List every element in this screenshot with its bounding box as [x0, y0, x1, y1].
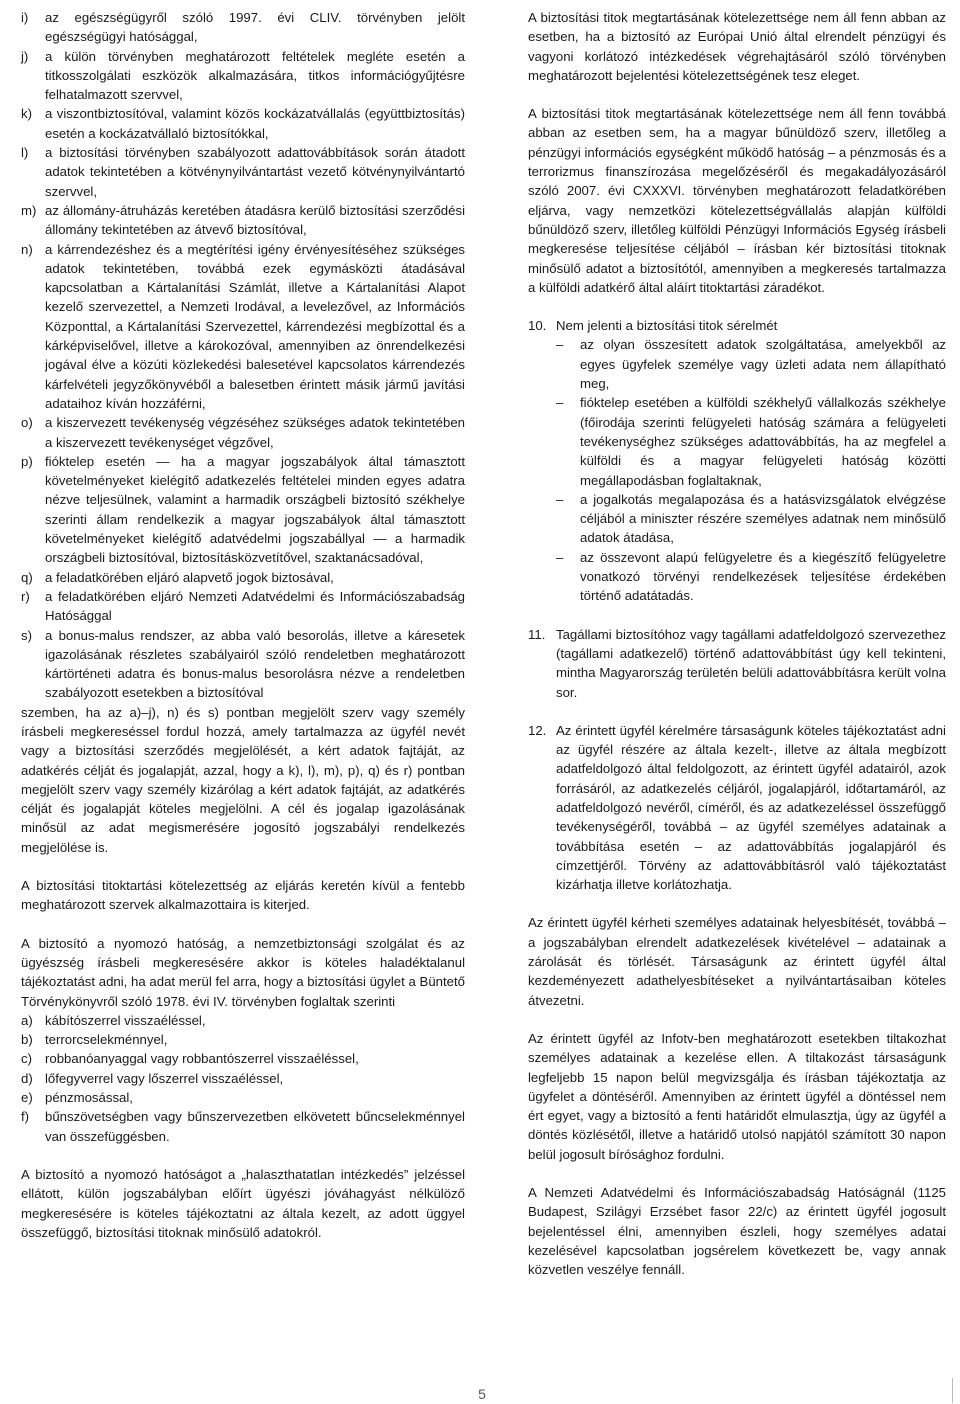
item-lead: Nem jelenti a biztosítási titok sérelmét [556, 318, 778, 334]
list-item-text: a biztosítási törvényben szabályozott adattovábbítások során átadott adatok tekintetében a kötvénynyilvántartást vezető kötvénynyilvántartó szervvel, [45, 145, 465, 199]
list-item-text: lőfegyverrel vagy lőszerrel visszaéléssel, [45, 1070, 284, 1086]
list-item [21, 568, 465, 587]
dash-list-item [556, 548, 946, 606]
numbered-item-10 [528, 316, 946, 605]
list-item-label: c) [21, 1051, 32, 1067]
paragraph-halaszthatatlan: A biztosító a nyomozó hatóságot a „halaszthatatlan intézkedés” jelzéssel ellátott, külön jogszabályban előírt ügyészi jóváhagyást nélkülöző megkeresésére is köteles tájékoztatni az általa kezelt, az adott üggyel összefüggő, biztosítási titoknak minősülő adatokról. [21, 1166, 465, 1240]
list-item-label: l) [21, 145, 29, 161]
item-body: Az érintett ügyfél kérelmére társaságunk köteles tájékoztatást adni az ügyfél részére az általa kezelt-, illetve az általa megbízott adatfeldolgozó által feldolgozott, az érintett ügyfél adatairól, azok forrásáról, az adatkezelés céljáról, jogalapjáról, időtartamáról, az adatfeldolgozó nevéről, címéről, és az adatkezeléssel összefüggő tevékenységéről, továbbá – az ügyfél személyes adatainak a továbbítása esetén – az adattovábbítás jogalapjáról és címzettjéről. Törvény az adattovábbításról való tájékoztatást kizárhatja illetve korlátozhatja. [556, 722, 946, 893]
numbered-item-12 [528, 721, 946, 895]
paragraph-infotv: Az érintett ügyfél az Infotv-ben meghatározott esetekben tiltakozhat személyes adatainak a kezelése ellen. A tiltakozást társaságunk legfeljebb 15 napon belül megvizsgálja és írásban tájékoztatja az ügyfelet a döntéséről. Amennyiben az érintett ügyfél a döntéssel nem ért egyet, vagy a biztosító a fenti határidőt elmulasztja, úgy az ügyfél a döntés közlésétől, illetve a határidő utolsó napjától számított 30 napon belül jogosult bírósághoz fordulni. [528, 1030, 946, 1162]
item-number: 12. [528, 722, 547, 738]
list-item [21, 47, 465, 105]
list-item [21, 240, 465, 414]
dash-marker: – [556, 549, 564, 565]
list-item-label: f) [21, 1109, 30, 1125]
numbered-item-11 [528, 625, 946, 702]
list-item-text: a kiszervezett tevékenység végzéséhez szükséges adatok tekintetében a kiszervezett tevékenységet végzővel, [45, 415, 465, 450]
dash-marker: – [556, 395, 564, 411]
paragraph-helyesbites: Az érintett ügyfél kérheti személyes adatainak helyesbítését, továbbá – a jogszabályban elrendelt adatkezelések kivételével – adatainak a zárolását és törlését. Társaságunk az érintett ügyfél által kezdeményezett adathelyesbítéseket a nyilvántartásaiban köteles átvezetni. [528, 915, 946, 1008]
dash-marker: – [556, 491, 564, 507]
list-item-text: a feladatkörében eljáró alapvető jogok biztosával, [45, 569, 334, 585]
list-item [21, 143, 465, 201]
dash-marker: – [556, 337, 564, 353]
list-item-label: j) [21, 48, 29, 64]
list-item [21, 1107, 465, 1146]
left-list-2 [21, 1011, 465, 1146]
list-item-label: i) [21, 10, 29, 25]
list-item-label: e) [21, 1090, 33, 1106]
list-item-text: a viszontbiztosítóval, valamint közös kockázatvállalás (együttbiztosítás) esetén a kockázatvállaló biztosítókkal, [45, 106, 465, 141]
list-item-label: o) [21, 415, 33, 431]
left-list-1 [21, 8, 465, 703]
list-item-label: p) [21, 453, 33, 469]
list-item [21, 1088, 465, 1107]
list-item-label: m) [21, 202, 37, 218]
list-item [21, 1049, 465, 1068]
list-item-text: kábítószerrel visszaéléssel, [45, 1012, 206, 1028]
list-item-label: k) [21, 106, 32, 122]
dash-item-text: a jogalkotás megalapozása és a hatásvizsgálatok elvégzése céljából a miniszter részére személyes adatnak nem minősülő adatok átadása, [580, 491, 946, 546]
list-item-text: a külön törvényben meghatározott feltételek megléte esetén a titkosszolgálati eszközök alkalmazására, titkos információgyűjtésre felhatalmazott szervvel, [45, 48, 465, 103]
paragraph-naih: A Nemzeti Adatvédelmi és Információszabadság Hatóságnál (1125 Budapest, Szilágyi Erzsébet fasor 22/c) az érintett ügyfél jogosult bejelentéssel élni, amennyiben észleli, hogy személyes adatai kezelésével kapcsolatban jogsérelem következett be, vagy annak közvetlen veszélye fennáll. [528, 1185, 946, 1278]
list-item-text: terrorcselekménnyel, [45, 1032, 168, 1048]
list-item [21, 587, 465, 626]
list-item-label: s) [21, 627, 32, 643]
dash-list-item [556, 490, 946, 548]
list-item-text: a bonus-malus rendszer, az abba való besorolás, illetve a káresetek igazolásának részletes szabályairól szóló rendeletben meghatározott kártörténeti adatra és bonus-malus besorolásra nézve a rendeletben szabályozott esetekben a biztosítóval [45, 627, 465, 701]
list-item-label: r) [21, 588, 30, 604]
dash-list [556, 335, 946, 605]
item-body [556, 316, 946, 605]
list-item-label: q) [21, 569, 33, 585]
dash-item-text: az összevont alapú felügyeletre és a kiegészítő felügyeletre vonatkozó törvényi rendelkezések teljesítése érdekében történő adatátadás. [580, 549, 946, 604]
dash-list-item [556, 393, 946, 489]
dash-item-text: fióktelep esetében a külföldi székhelyű vállalkozás székhelye (főirodája szerinti felügyeleti hatóság számára a felügyeleti tevékenységhez szükséges adattovábbítás, ha az megfelel a külföldi és a magyar felügyeleti hatóság közötti megállapodásban foglaltaknak, [580, 395, 946, 488]
list-item [21, 452, 465, 568]
list-item [21, 1011, 465, 1030]
item-body: Tagállami biztosítóhoz vagy tagállami adatfeldolgozó szervezethez (tagállami adatkezelő) történő adattovábbítást úgy kell tekinteni, mintha Magyarország területén belüli adattovábbításra került volna sor. [556, 626, 946, 700]
item-number: 11. [528, 626, 546, 642]
list-item-label: b) [21, 1032, 33, 1048]
list-item-text: az állomány-átruházás keretében átadásra kerülő biztosítási szerződési állomány tekintetében az átvevő biztosítóval, [45, 202, 465, 238]
list-item [21, 8, 465, 47]
dash-list-item [556, 335, 946, 393]
list-item-label: n) [21, 241, 33, 257]
list-item [21, 201, 465, 240]
page-number: 5 [478, 1386, 486, 1402]
list-item-text: robbanóanyaggal vagy robbantószerrel visszaéléssel, [45, 1051, 359, 1067]
paragraph-eu: A biztosítási titok megtartásának kötelezettsége nem áll fenn abban az esetben, ha a biztosító az Európai Unió által elrendelt pénzügyi és vagyoni korlátozó intézkedések végrehajtásáról szóló törvényben meghatározott bejelentési kötelezettségének tesz eleget. [528, 10, 946, 83]
margin-rule [952, 1378, 953, 1403]
dash-item-text: az olyan összesített adatok szolgáltatása, amelyekből az egyes ügyfelek személye vagy üzleti adata nem állapítható meg, [580, 337, 946, 392]
item-number: 10. [528, 318, 547, 334]
paragraph-kulfoldi: A biztosítási titok megtartásának kötelezettsége nem áll fenn továbbá abban az esetben sem, ha a magyar bűnüldöző szerv, illetőleg a pénzügyi információs egységként működő hatóság – a pénzmosás és a terrorizmus finanszírozása megelőzéséről és megakadályozásáról szóló 2007. évi CXXXVI. törvényben meghatározott feladatkörében eljárva, vagy nemzetközi kötelezettségvállalás alapján külföldi bűnüldöző szerv, illetőleg külföldi Pénzügyi Információs Egység írásbeli megkeresése teljesítése céljából – írásban kér biztosítási titoknak minősülő adatot a biztosítótól, amennyiben a megkeresés tartalmazza a külföldi adatkérő által aláírt titoktartási záradékot. [528, 106, 946, 295]
list-item [21, 626, 465, 703]
left-column [21, 8, 465, 1242]
list-item [21, 1030, 465, 1049]
list-item-text: a kárrendezéshez és a megtérítési igény érvényesítéséhez szükséges adatok tekintetében, továbbá ezek egymásközti átadásával kapcsolatban a Kártalanítási Számlát, illetve a Kártalanítási Alapot kezelő szervezettel, a Nemzeti Irodával, a levelezővel, az Információs Központtal, a Kártalanítási Szervezettel, kárrendezési megbízottal és a kárképviselővel, illetve a károkozóval, amennyiben az önrendelkezési jogával élve a közúti közlekedési balesetével kapcsolatos kárrendezés kárfelvételi jegyzőkönyvéből a balesetben érintett másik jármű javítási adataihoz kíván hozzáférni, [45, 241, 465, 411]
list-item [21, 1069, 465, 1088]
right-column [528, 8, 946, 1280]
list-item-text: bűnszövetségben vagy bűnszervezetben elkövetett bűncselekménnyel van összefüggésben. [45, 1109, 465, 1144]
list-item-text: pénzmosással, [45, 1090, 133, 1106]
list-item [21, 413, 465, 452]
paragraph-szemben: szemben, ha az a)–j), n) és s) pontban megjelölt szerv vagy személy írásbeli megkereséssel fordul hozzá, amely tartalmazza az ügyfél nevét vagy a biztosítási szerződés megjelölését, a kért adatok fajtáját, az adatkérés célját és jogalapját, azzal, hogy a k), l), m), p), q) és r) pontban megjelölt szerv vagy személy kizárólag a kért adatok fajtáját, az adatkérés célját és jogalapját köteles megjelölni. A cél és jogalap igazolásának minősül az adat megismerésére jogosító jogszabályi rendelkezés megjelölése is. [21, 704, 465, 855]
list-item-label: d) [21, 1070, 33, 1086]
list-item-text: fióktelep esetén — ha a magyar jogszabályok által támasztott követelményeket kielégítő adatkezelés feltételei minden egyes adatra nézve teljesülnek, valamint a harmadik országbeli biztosító székhelye szerinti állam rendelkezik a magyar jogszabályok által támasztott követelményeket kielégítő adatvédelmi jogszabállyal — a harmadik országbeli biztosítóval, biztosításközvetítővel, szaktanácsadóval, [45, 453, 465, 566]
paragraph-nyomozo: A biztosító a nyomozó hatóság, a nemzetbiztonsági szolgálat és az ügyészség írásbeli megkeresésére akkor is köteles haladéktalanul tájékoztatást adni, ha adat merül fel arra, hogy a biztosítási ügylet a Büntető Törvénykönyvről szóló 1978. évi IV. törvényben foglaltak szerinti [21, 935, 465, 1009]
list-item-label: a) [21, 1012, 33, 1028]
paragraph-titoktartasi: A biztosítási titoktartási kötelezettség az eljárás keretén kívül a fentebb meghatározott szervek alkalmazottaira is kiterjed. [21, 878, 465, 913]
list-item [21, 104, 465, 143]
list-item-text: az egészségügyről szóló 1997. évi CLIV. törvényben jelölt egészségügyi hatósággal, [45, 10, 465, 45]
list-item-text: a feladatkörében eljáró Nemzeti Adatvédelmi és Információszabadság Hatósággal [45, 588, 465, 624]
